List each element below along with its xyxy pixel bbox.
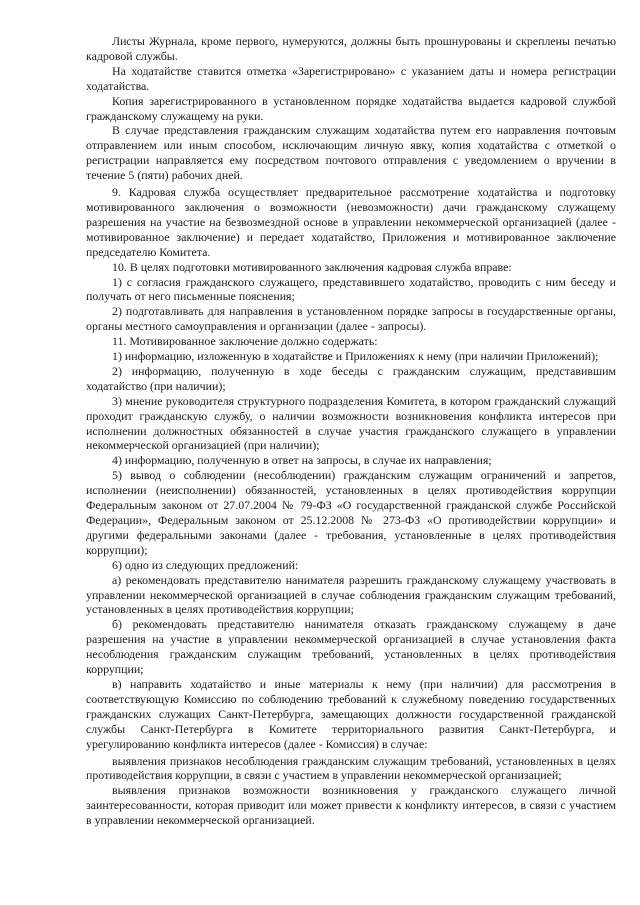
- paragraph-item-11: 11. Мотивированное заключение должно содержать:: [112, 334, 378, 349]
- paragraph-case-conflict-of-interest: выявления признаков возможности возникновения у гражданского служащего личной заинтересованности, которая приводит или может привести к конфликту интересов, в связи с участием в управлении некоммерческой организацией.: [86, 783, 616, 828]
- paragraph-item-11-2: 2) информацию, полученную в ходе беседы с гражданским служащим, представившим ходатайство (при наличии);: [86, 363, 616, 393]
- paragraph-item-10: 10. В целях подготовки мотивированного заключения кадровая служба вправе:: [112, 259, 512, 274]
- paragraph-registered-copy: Копия зарегистрированного в установленном порядке ходатайства выдается кадровой службой гражданскому служащему на руки.: [86, 93, 616, 123]
- paragraph-item-11-5: 5) вывод о соблюдении (несоблюдении) гражданским служащим ограничений и запретов, исполнении (неисполнении) обязанностей, установленных в целях противодействия коррупции Федеральным законом от 27.07.2004 № 79-ФЗ «О государственной гражданской службе Российской Федерации», Федеральным законом от 25.12.2008 № 273-ФЗ «О противодействии коррупции» и другими федеральными законами (далее - требования, установленные в целях противодействия коррупции);: [86, 468, 616, 557]
- paragraph-registration-mark: На ходатайстве ставится отметка «Зарегистрировано» с указанием даты и номера регистрации ходатайства.: [86, 63, 616, 93]
- paragraph-item-11-6: 6) одно из следующих предложений:: [112, 557, 299, 572]
- paragraph-case-noncompliance: выявления признаков несоблюдения гражданским служащим требований, установленных в целях противодействия коррупции, в связи с участием в управлении некоммерческой организацией;: [86, 753, 616, 783]
- paragraph-postal-submission: В случае представления гражданским служащим ходатайства путем его направления почтовым отправлением или иным способом, исключающим личную явку, копия ходатайства с отметкой о регистрации направляется ему посредством почтового отправления с уведомлением о вручении в течение 5 (пяти) рабочих дней.: [86, 123, 616, 183]
- paragraph-item-9: 9. Кадровая служба осуществляет предварительное рассмотрение ходатайства и подготовку мотивированного заключения о возможности (невозможности) дачи гражданскому служащему разрешения на участие на безвозмездной основе в управлении некоммерческой организацией (далее - мотивированное заключение) и передает ходатайство, Приложения и мотивированное заключение председателю Комитета.: [86, 185, 616, 259]
- paragraph-item-11-1: 1) информацию, изложенную в ходатайстве и Приложениях к нему (при наличии Приложений);: [112, 349, 599, 364]
- paragraph-item-11-3: 3) мнение руководителя структурного подразделения Комитета, в котором гражданский служащий проходит гражданскую службу, о наличии возможности возникновения конфликта интересов при исполнении должностных обязанностей в случае участия гражданского служащего в управлении некоммерческой организацией (при наличии);: [86, 393, 616, 453]
- paragraph-journal-sheets: Листы Журнала, кроме первого, нумеруются, должны быть прошнурованы и скреплены печатью кадровой службы.: [86, 34, 616, 63]
- paragraph-item-11-6-v: в) направить ходатайство и иные материалы к нему (при наличии) для рассмотрения в соответствующую Комиссию по соблюдению требований к служебному поведению государственных гражданских служащих Санкт-Петербурга, замещающих должности государственной гражданской службы Санкт-Петербурга в Комитете территориального развития Санкт-Петербурга, и урегулированию конфликта интересов (далее - Комиссия) в случае:: [86, 676, 616, 751]
- paragraph-item-11-6-b: б) рекомендовать представителю нанимателя отказать гражданскому служащему в даче разрешения на участие в управлении некоммерческой организацией в случае установления факта несоблюдения гражданским служащим требований, установленных в целях противодействия коррупции;: [86, 617, 616, 677]
- paragraph-item-10-1: 1) с согласия гражданского служащего, представившего ходатайство, проводить с ним беседу и получать от него письменные пояснения;: [86, 274, 616, 304]
- paragraph-item-11-4: 4) информацию, полученную в ответ на запросы, в случае их направления;: [112, 453, 492, 468]
- paragraph-item-11-6-a: а) рекомендовать представителю нанимателя разрешить гражданскому служащему участвовать в управлении некоммерческой организацией в случае соблюдения гражданским служащим требований, установленных в целях противодействия коррупции;: [86, 572, 616, 617]
- paragraph-item-10-2: 2) подготавливать для направления в установленном порядке запросы в государственные органы, органы местного самоуправления и организации (далее - запросы).: [86, 304, 616, 334]
- document-page: [86, 34, 616, 828]
